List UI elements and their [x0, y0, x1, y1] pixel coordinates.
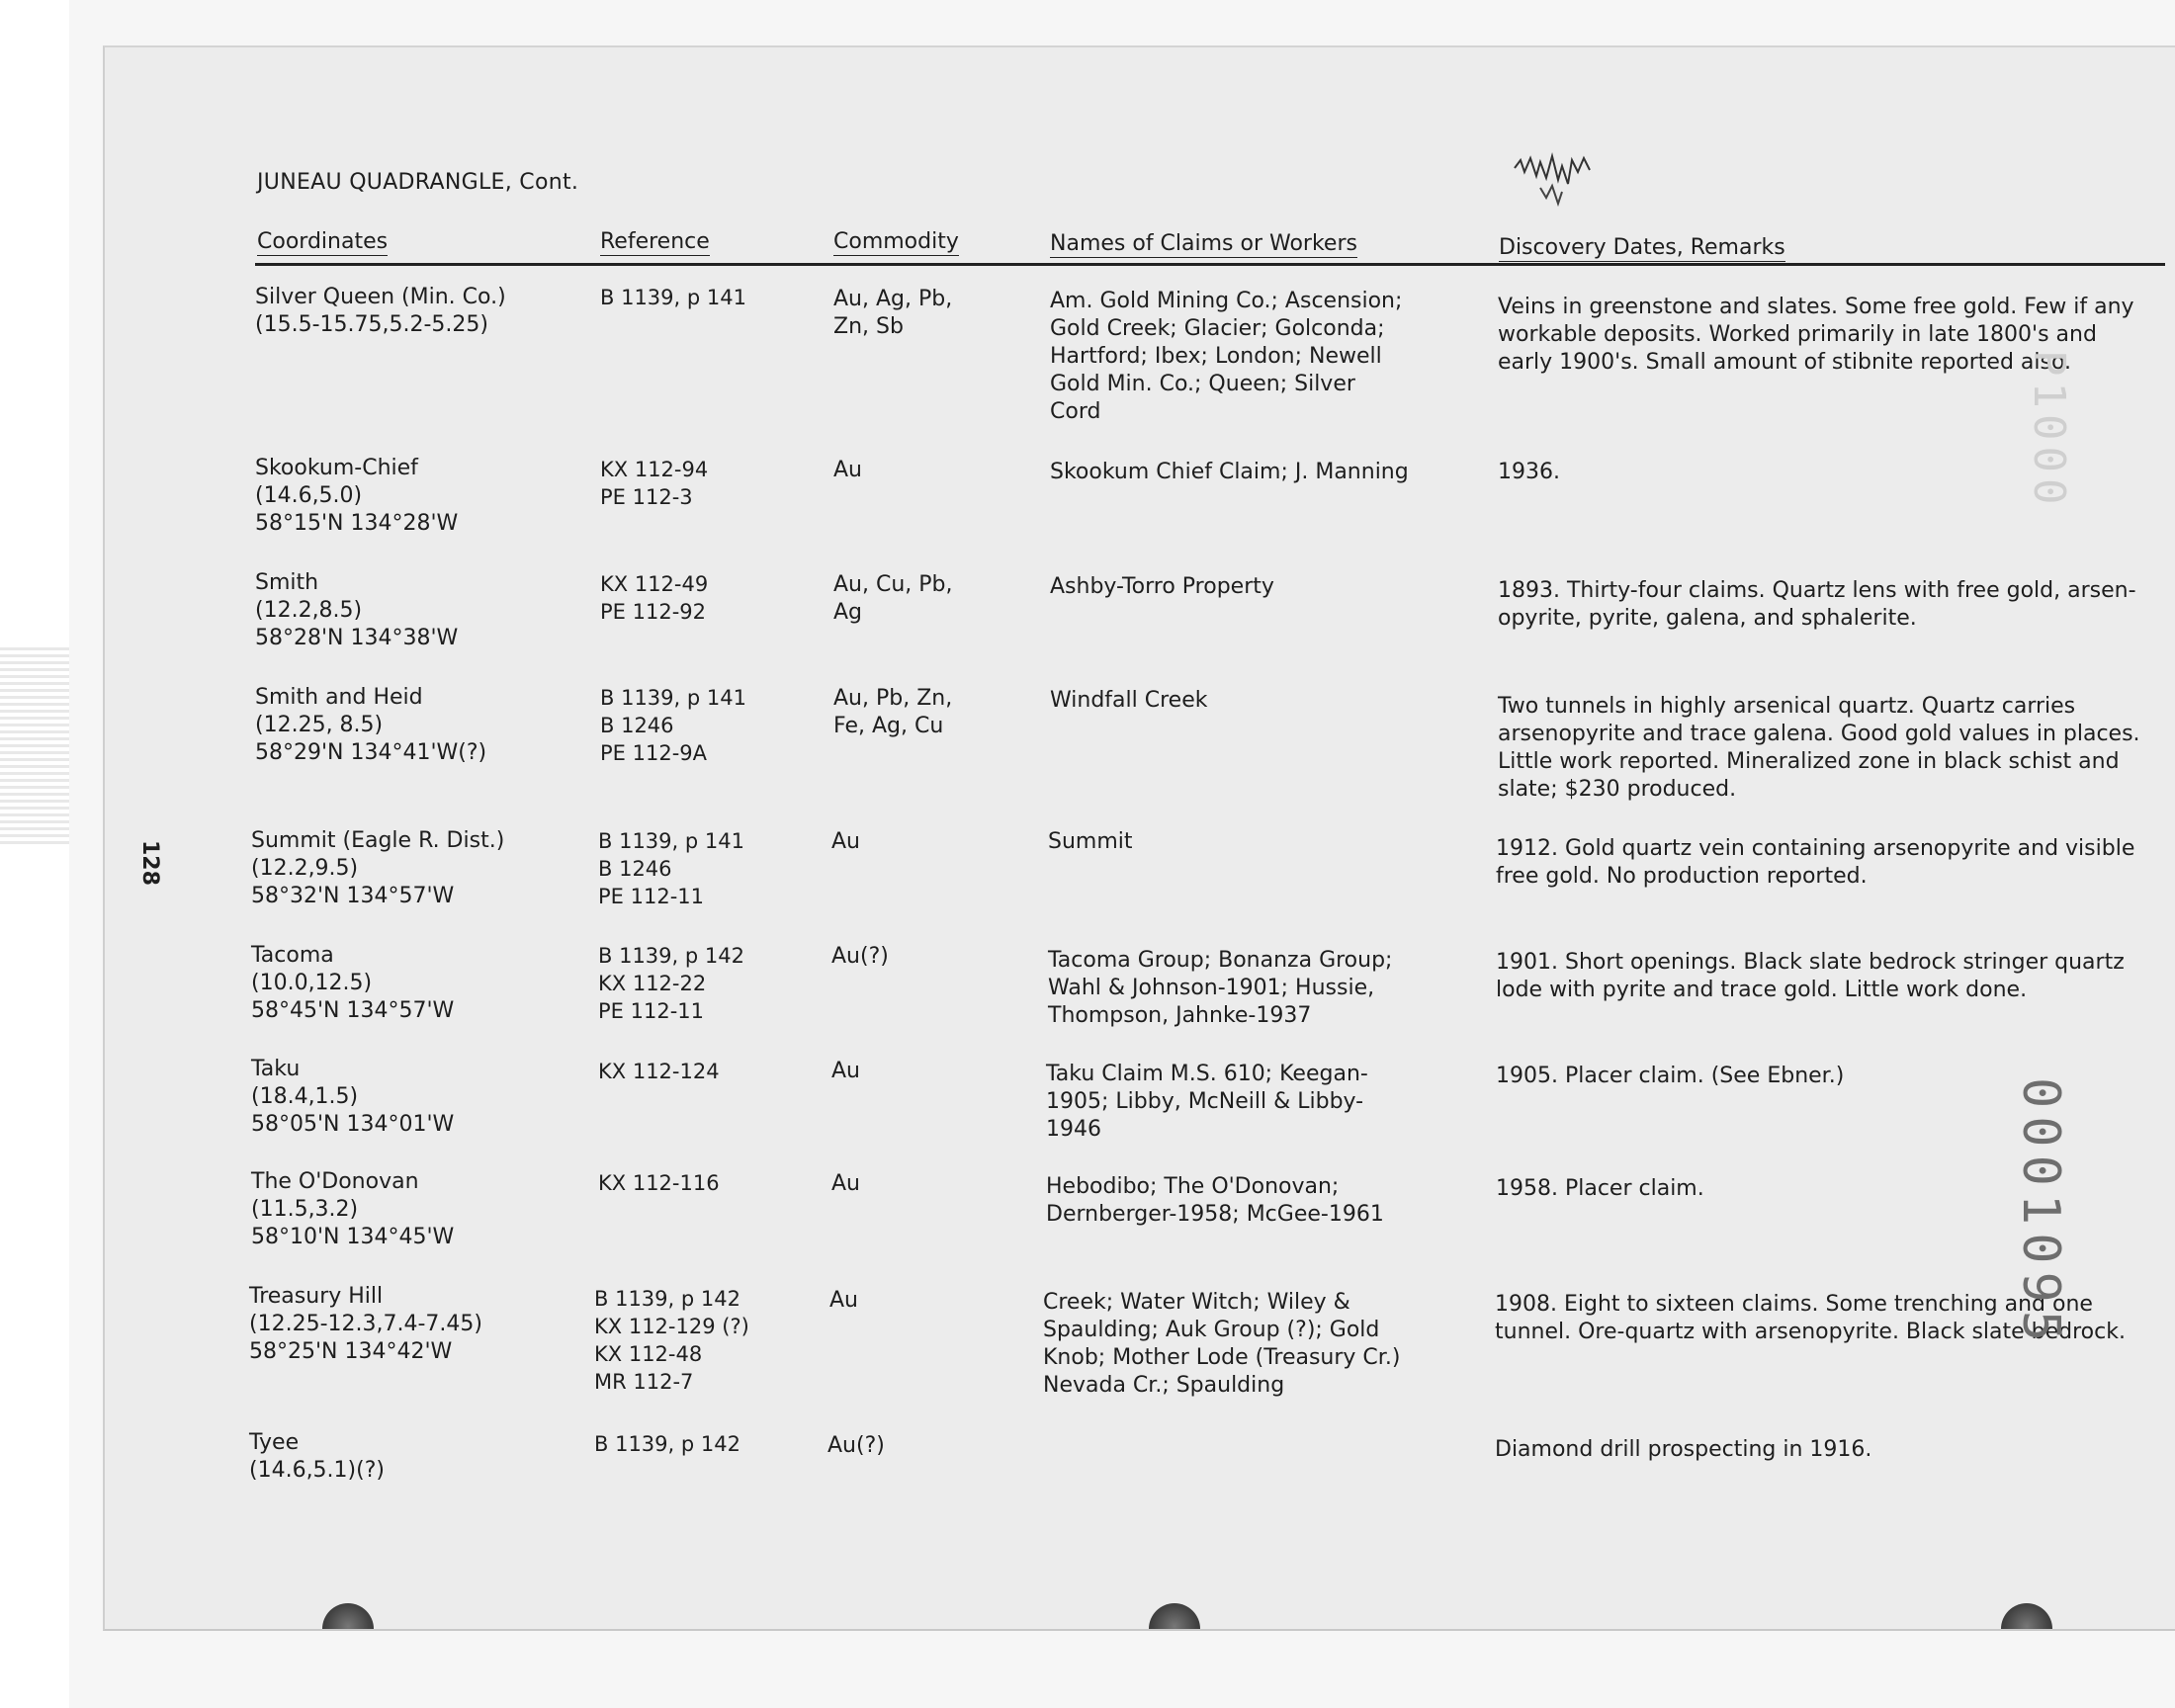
- cell-remarks: 1908. Eight to sixteen claims. Some trenching and one tunnel. Ore-quartz with arsenopyrite. Black slate bedrock.: [1495, 1292, 2126, 1344]
- cell-reference: KX 112-124: [598, 1060, 720, 1083]
- cell-commodity: Au: [831, 1171, 860, 1196]
- cell-remarks: Veins in greenstone and slates. Some free gold. Few if any workable deposits. Worked primarily in late 1800's and early 1900's. Small amount of stibnite reported also.: [1498, 295, 2134, 375]
- cell-coordinates: Tacoma (10.0,12.5) 58°45'N 134°57'W: [251, 943, 455, 1023]
- cell-reference: B 1139, p 142 KX 112-129 (?) KX 112-48 MR 112-7: [594, 1287, 749, 1394]
- cell-remarks: 1901. Short openings. Black slate bedrock stringer quartz lode with pyrite and trace gold. Little work done.: [1496, 950, 2125, 1002]
- cell-reference: B 1139, p 142: [594, 1432, 740, 1456]
- cell-remarks: 1958. Placer claim.: [1496, 1176, 1704, 1201]
- cell-commodity: Au: [831, 829, 860, 854]
- cell-reference: B 1139, p 141 B 1246 PE 112-9A: [600, 686, 746, 765]
- page-title: JUNEAU QUADRANGLE, Cont.: [257, 170, 579, 195]
- cell-coordinates: Summit (Eagle R. Dist.) (12.2,9.5) 58°32'N 134°57'W: [251, 828, 505, 908]
- column-header-remarks: Discovery Dates, Remarks: [1499, 235, 1785, 260]
- cell-remarks: Two tunnels in highly arsenical quartz. Quartz carries arsenopyrite and trace galena. Good gold values in places. Little work reported. Mineralized zone in black schist and slate; $230 produced.: [1498, 694, 2140, 802]
- scan-artifact: [0, 647, 69, 845]
- cell-reference: KX 112-94 PE 112-3: [600, 458, 709, 509]
- cell-coordinates: Smith (12.2,8.5) 58°28'N 134°38'W: [255, 570, 459, 650]
- column-header-coordinates: Coordinates: [257, 229, 389, 254]
- cell-remarks: 1912. Gold quartz vein containing arsenopyrite and visible free gold. No production reported.: [1496, 836, 2135, 889]
- cell-coordinates: Tyee (14.6,5.1)(?): [249, 1430, 385, 1483]
- cell-remarks: 1893. Thirty-four claims. Quartz lens with free gold, arsen- opyrite, pyrite, galena, and sphalerite.: [1498, 578, 2136, 631]
- cell-coordinates: Taku (18.4,1.5) 58°05'N 134°01'W: [251, 1057, 455, 1137]
- handwritten-mark-icon: [1511, 148, 1629, 217]
- cell-commodity: Au: [833, 458, 862, 482]
- cell-names: Creek; Water Witch; Wiley & Spaulding; Auk Group (?); Gold Knob; Mother Lode (Treasury Cr.) Nevada Cr.; Spaulding: [1043, 1290, 1401, 1398]
- cell-coordinates: The O'Donovan (11.5,3.2) 58°10'N 134°45'W: [251, 1169, 455, 1249]
- cell-coordinates: Skookum-Chief (14.6,5.0) 58°15'N 134°28'W: [255, 456, 459, 536]
- column-header-names: Names of Claims or Workers: [1050, 231, 1357, 256]
- header-rule: [255, 263, 2165, 266]
- cell-reference: B 1139, p 141 B 1246 PE 112-11: [598, 829, 744, 908]
- cell-names: Am. Gold Mining Co.; Ascension; Gold Creek; Glacier; Golconda; Hartford; Ibex; London; Newell Gold Min. Co.; Queen; Silver Cord: [1050, 289, 1403, 424]
- scan-margin: [0, 0, 69, 1708]
- cell-commodity: Au(?): [831, 944, 889, 969]
- film-number: 0001095: [2011, 1077, 2070, 1350]
- cell-reference: KX 112-49 PE 112-92: [600, 572, 709, 624]
- cell-commodity: Au, Ag, Pb, Zn, Sb: [833, 287, 953, 339]
- cell-names: Tacoma Group; Bonanza Group; Wahl & Johnson-1901; Hussie, Thompson, Jahnke-1937: [1048, 948, 1393, 1028]
- cell-reference: B 1139, p 142 KX 112-22 PE 112-11: [598, 944, 744, 1023]
- cell-reference: KX 112-116: [598, 1171, 720, 1195]
- cell-remarks: 1936.: [1498, 460, 1560, 484]
- cell-commodity: Au, Pb, Zn, Fe, Ag, Cu: [833, 686, 953, 738]
- cell-names: Hebodibo; The O'Donovan; Dernberger-1958; McGee-1961: [1046, 1174, 1384, 1227]
- cell-coordinates: Smith and Heid (12.25, 8.5) 58°29'N 134°41'W(?): [255, 685, 487, 765]
- page-number: 128: [137, 840, 162, 886]
- cell-commodity: Au: [829, 1288, 858, 1313]
- film-number-faint: P1000: [2024, 350, 2074, 511]
- cell-names: Taku Claim M.S. 610; Keegan- 1905; Libby, McNeill & Libby- 1946: [1046, 1062, 1368, 1142]
- cell-reference: B 1139, p 141: [600, 286, 746, 309]
- cell-names: Summit: [1048, 829, 1133, 854]
- cell-remarks: Diamond drill prospecting in 1916.: [1495, 1437, 1872, 1462]
- cell-commodity: Au(?): [827, 1433, 885, 1458]
- column-header-reference: Reference: [600, 229, 710, 254]
- cell-commodity: Au, Cu, Pb, Ag: [833, 572, 953, 625]
- cell-names: Ashby-Torro Property: [1050, 574, 1274, 599]
- cell-names: Windfall Creek: [1050, 688, 1208, 713]
- cell-coordinates: Treasury Hill (12.25-12.3,7.4-7.45) 58°25'N 134°42'W: [249, 1284, 482, 1364]
- cell-commodity: Au: [831, 1059, 860, 1083]
- cell-names: Skookum Chief Claim; J. Manning: [1050, 460, 1409, 484]
- column-header-commodity: Commodity: [833, 229, 959, 254]
- cell-coordinates: Silver Queen (Min. Co.) (15.5-15.75,5.2-5.25): [255, 285, 506, 337]
- cell-remarks: 1905. Placer claim. (See Ebner.): [1496, 1064, 1845, 1088]
